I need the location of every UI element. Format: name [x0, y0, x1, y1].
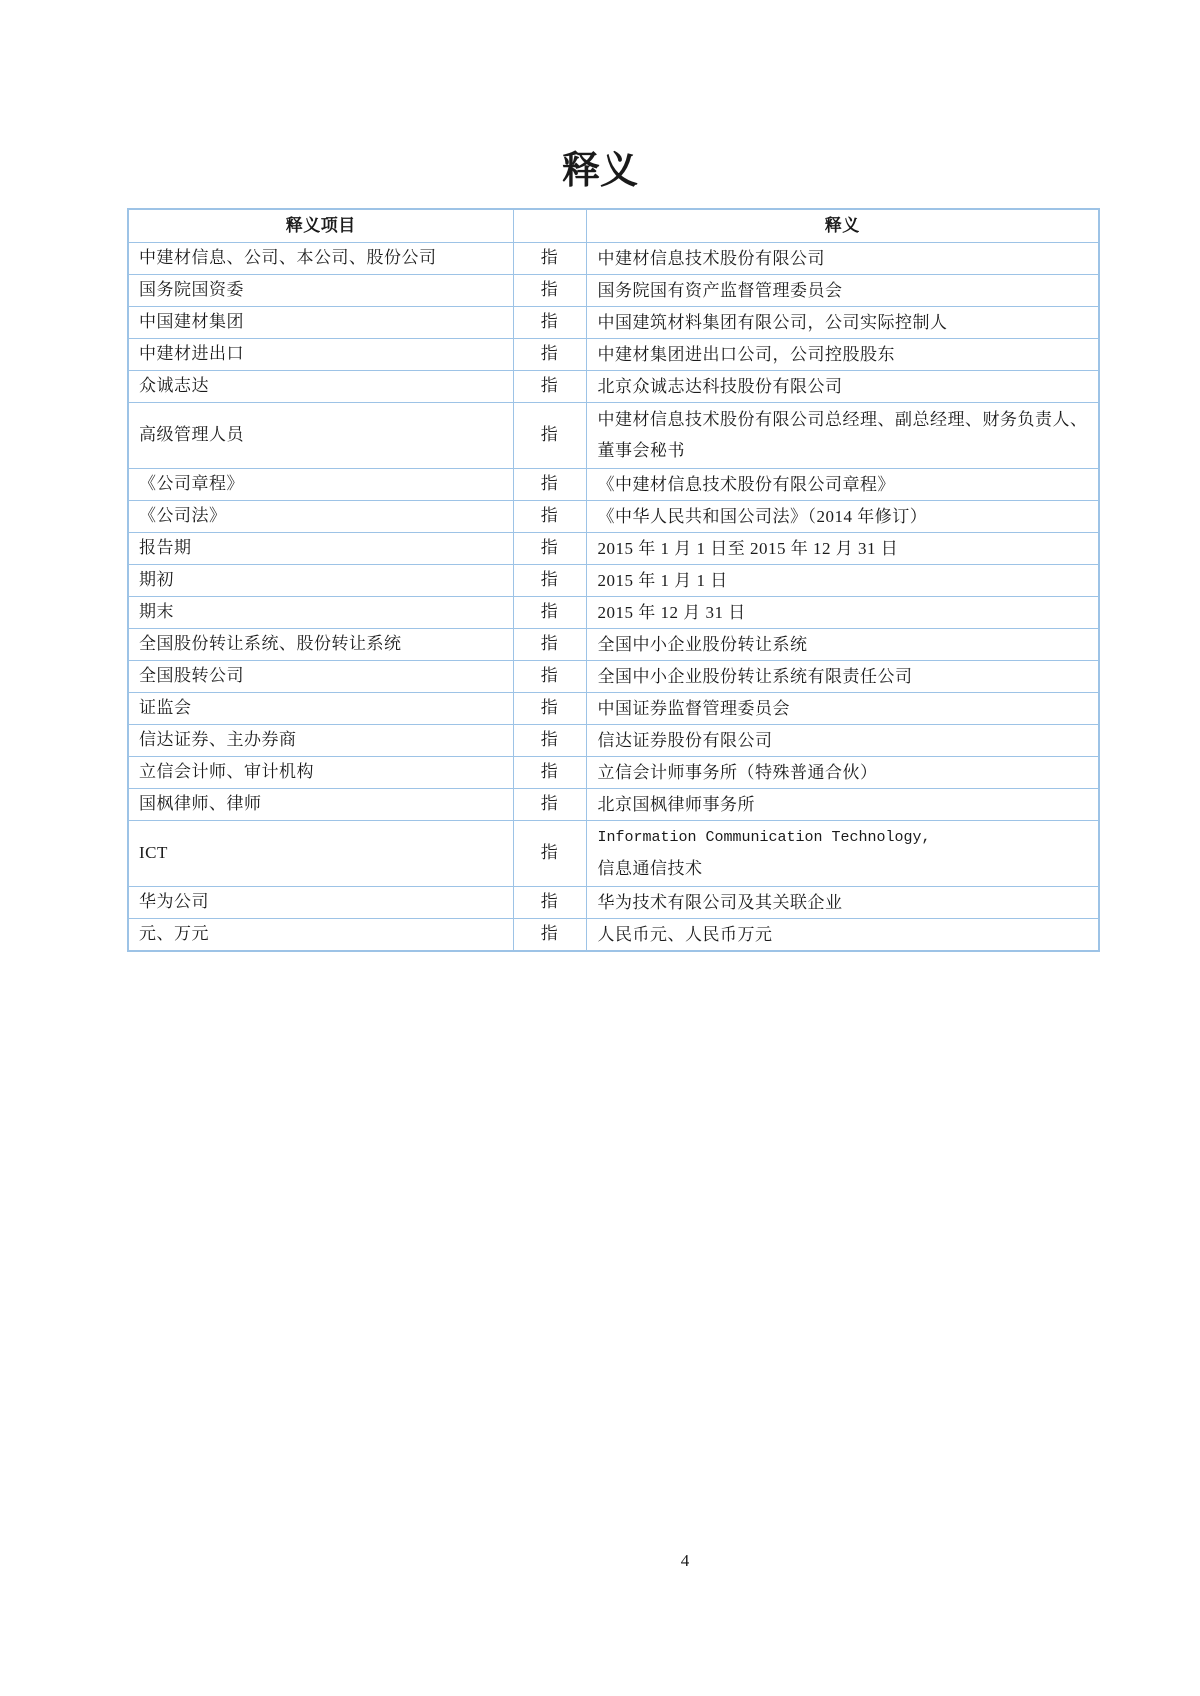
- zhi-cell: 指: [513, 660, 586, 692]
- table-row: [128, 820, 1099, 886]
- term-cell: 信达证券、主办券商: [128, 724, 513, 756]
- definition-line: Information Communication Technology,: [597, 829, 931, 846]
- definition-cell: [586, 500, 1099, 532]
- definition-line: 《中华人民共和国公司法》（2014 年修订）: [597, 506, 928, 526]
- definition-line: 全国中小企业股份转让系统有限责任公司: [597, 666, 913, 686]
- table-row: [128, 306, 1099, 338]
- term-cell: ICT: [128, 820, 513, 886]
- term-cell: 元、万元: [128, 918, 513, 951]
- term-cell: 高级管理人员: [128, 402, 513, 468]
- term-cell: 中国建材集团: [128, 306, 513, 338]
- term-cell: 立信会计师、审计机构: [128, 756, 513, 788]
- definition-cell: [586, 918, 1099, 951]
- term-cell: 《公司章程》: [128, 468, 513, 500]
- zhi-cell: 指: [513, 370, 586, 402]
- term-cell: 华为公司: [128, 886, 513, 918]
- term-cell: 全国股转公司: [128, 660, 513, 692]
- table-row: [128, 402, 1099, 468]
- term-cell: 国务院国资委: [128, 274, 513, 306]
- definition-line: 中建材信息技术股份有限公司: [597, 248, 825, 268]
- definition-cell: [586, 724, 1099, 756]
- definition-cell: [586, 820, 1099, 886]
- term-cell: 《公司法》: [128, 500, 513, 532]
- zhi-cell: 指: [513, 692, 586, 724]
- zhi-cell: 指: [513, 628, 586, 660]
- zhi-cell: 指: [513, 756, 586, 788]
- definition-cell: [586, 274, 1099, 306]
- definition-cell: [586, 692, 1099, 724]
- table-row: [128, 338, 1099, 370]
- header-term-cell: 释义项目: [128, 209, 513, 242]
- definition-line: 信达证券股份有限公司: [597, 730, 773, 750]
- definition-cell: [586, 532, 1099, 564]
- term-cell: 国枫律师、律师: [128, 788, 513, 820]
- definition-cell: [586, 468, 1099, 500]
- definition-line: 北京众诚志达科技股份有限公司: [597, 376, 843, 396]
- definition-cell: [586, 756, 1099, 788]
- definition-cell: [586, 596, 1099, 628]
- definition-cell: [586, 660, 1099, 692]
- definition-cell: [586, 242, 1099, 274]
- table-row: [128, 596, 1099, 628]
- definition-line: 信息通信技术: [597, 859, 703, 878]
- definition-cell: [586, 338, 1099, 370]
- header-zhi-cell: [513, 209, 586, 242]
- definition-line: 中国证券监督管理委员会: [597, 698, 790, 718]
- definitions-table-body: [128, 242, 1099, 951]
- table-row: [128, 500, 1099, 532]
- definition-cell: [586, 370, 1099, 402]
- definition-cell: [586, 886, 1099, 918]
- table-row: [128, 918, 1099, 951]
- definition-line: 华为技术有限公司及其关联企业: [597, 892, 843, 912]
- page-title: 释义: [561, 150, 638, 192]
- definition-line: 2015 年 1 月 1 日: [597, 570, 728, 590]
- term-cell: 报告期: [128, 532, 513, 564]
- zhi-cell: 指: [513, 918, 586, 951]
- definition-line: 董事会秘书: [597, 441, 685, 460]
- zhi-cell: 指: [513, 532, 586, 564]
- term-cell: 证监会: [128, 692, 513, 724]
- definition-line: 2015 年 12 月 31 日: [597, 602, 746, 622]
- definitions-table: [127, 208, 1100, 952]
- zhi-cell: 指: [513, 564, 586, 596]
- term-cell: 中建材进出口: [128, 338, 513, 370]
- table-row: [128, 628, 1099, 660]
- definition-line: 《中建材信息技术股份有限公司章程》: [597, 474, 895, 494]
- table-row: [128, 564, 1099, 596]
- table-row: [128, 756, 1099, 788]
- table-row: [128, 660, 1099, 692]
- definition-cell: [586, 402, 1099, 468]
- zhi-cell: 指: [513, 820, 586, 886]
- definition-line: 中国建筑材料集团有限公司，公司实际控制人: [597, 312, 948, 332]
- term-cell: 全国股份转让系统、股份转让系统: [128, 628, 513, 660]
- definition-line: 全国中小企业股份转让系统: [597, 634, 808, 654]
- page-number: 4: [680, 1551, 690, 1570]
- definition-cell: [586, 628, 1099, 660]
- definition-line: 立信会计师事务所（特殊普通合伙）: [597, 762, 878, 782]
- zhi-cell: 指: [513, 788, 586, 820]
- zhi-cell: 指: [513, 724, 586, 756]
- definition-line: 2015 年 1 月 1 日至 2015 年 12 月 31 日: [597, 538, 899, 558]
- table-row: [128, 370, 1099, 402]
- definition-line: 人民币元、人民币万元: [597, 924, 773, 944]
- definition-cell: [586, 788, 1099, 820]
- table-row: [128, 692, 1099, 724]
- table-row: [128, 468, 1099, 500]
- term-cell: 中建材信息、公司、本公司、股份公司: [128, 242, 513, 274]
- header-definition-cell: 释义: [586, 209, 1099, 242]
- term-cell: 众诚志达: [128, 370, 513, 402]
- table-row: [128, 274, 1099, 306]
- table-row: [128, 532, 1099, 564]
- definition-line: 国务院国有资产监督管理委员会: [597, 280, 843, 300]
- definition-cell: [586, 564, 1099, 596]
- zhi-cell: 指: [513, 886, 586, 918]
- table-header-row: [128, 209, 1099, 242]
- definition-cell: [586, 306, 1099, 338]
- zhi-cell: 指: [513, 468, 586, 500]
- zhi-cell: 指: [513, 242, 586, 274]
- definition-line: 中建材集团进出口公司，公司控股股东: [597, 344, 895, 364]
- zhi-cell: 指: [513, 306, 586, 338]
- table-row: [128, 242, 1099, 274]
- zhi-cell: 指: [513, 596, 586, 628]
- term-cell: 期末: [128, 596, 513, 628]
- zhi-cell: 指: [513, 500, 586, 532]
- zhi-cell: 指: [513, 402, 586, 468]
- term-cell: 期初: [128, 564, 513, 596]
- table-row: [128, 788, 1099, 820]
- table-row: [128, 886, 1099, 918]
- table-row: [128, 724, 1099, 756]
- zhi-cell: 指: [513, 274, 586, 306]
- zhi-cell: 指: [513, 338, 586, 370]
- definition-line: 中建材信息技术股份有限公司总经理、副总经理、财务负责人、: [597, 410, 1088, 429]
- definition-line: 北京国枫律师事务所: [597, 794, 755, 814]
